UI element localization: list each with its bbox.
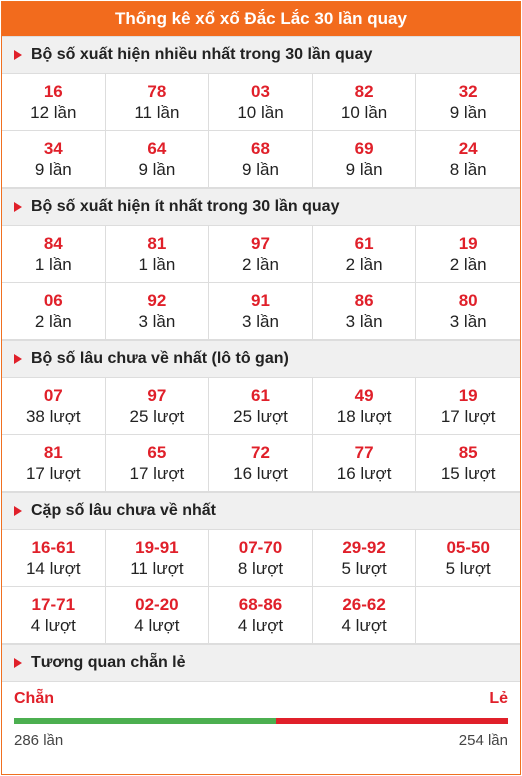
lottery-number: 16-61: [31, 538, 76, 557]
lottery-number: 07-70: [238, 538, 283, 557]
lottery-number: 68: [251, 139, 270, 158]
section-least-title: Bộ số xuất hiện ít nhất trong 30 lần quay: [31, 198, 340, 215]
lottery-number: 82: [354, 82, 374, 101]
gan-cell: [2, 435, 106, 492]
lottery-number: 06: [43, 291, 63, 310]
gan-cell: [313, 435, 417, 492]
occurrence-count: 18 lượt: [336, 407, 392, 426]
lottery-number: 69: [354, 139, 374, 158]
occurrence-count: 11 lượt: [130, 559, 184, 578]
lottery-number: 19: [458, 234, 478, 253]
lottery-number: 07: [43, 386, 63, 405]
lottery-number: 72: [251, 443, 270, 462]
occurrence-count: 2 lần: [242, 255, 279, 274]
occurrence-count: 4 lượt: [237, 616, 284, 635]
pairs-cell: [2, 587, 106, 644]
section-gan-heading: [2, 340, 520, 378]
occurrence-count: 16 lượt: [233, 464, 288, 483]
occurrence-count: 9 lần: [449, 103, 487, 122]
lottery-number: 81: [43, 443, 63, 462]
lottery-number: 64: [147, 139, 167, 158]
pairs-cell: [416, 530, 520, 587]
arrow-right-icon: [14, 50, 22, 60]
occurrence-count: 4 lượt: [341, 616, 387, 635]
most-cell: [416, 131, 520, 188]
occurrence-count: 17 lượt: [129, 464, 185, 483]
most-cell: [209, 74, 313, 131]
gan-cell: [106, 378, 210, 435]
lottery-number: 29-92: [342, 538, 386, 557]
least-cell: [313, 283, 417, 340]
lottery-number: 91: [251, 291, 270, 310]
section-most-title: Bộ số xuất hiện nhiều nhất trong 30 lần quay: [31, 46, 373, 63]
stats-panel: [1, 1, 521, 775]
gan-cell: [416, 435, 520, 492]
arrow-right-icon: [14, 658, 22, 668]
occurrence-count: 10 lần: [340, 103, 388, 122]
lottery-number: 02-20: [135, 595, 179, 614]
lottery-number: 97: [251, 234, 270, 253]
lottery-number: 85: [458, 443, 478, 462]
section-gan-title: Bộ số lâu chưa về nhất (lô tô gan): [31, 350, 289, 367]
occurrence-count: 10 lần: [237, 103, 284, 122]
least-grid: [2, 226, 520, 340]
occurrence-count: 9 lần: [138, 160, 176, 179]
lottery-number: 05-50: [446, 538, 490, 557]
lottery-number: 32: [458, 82, 478, 101]
lottery-number: 61: [251, 386, 270, 405]
most-cell: [313, 131, 417, 188]
occurrence-count: 1 lần: [138, 255, 176, 274]
lottery-number: 61: [354, 234, 374, 253]
parity-panel: [2, 690, 520, 762]
least-cell: [2, 226, 106, 283]
odd-bar-fill: [276, 718, 508, 724]
even-count: 286 lần: [14, 732, 64, 749]
occurrence-count: 25 lượt: [233, 407, 288, 426]
odd-count: 254 lần: [458, 732, 508, 749]
lottery-number: 34: [43, 139, 63, 158]
lottery-number: 97: [147, 386, 167, 405]
arrow-right-icon: [14, 202, 22, 212]
gan-cell: [2, 378, 106, 435]
lottery-number: 77: [354, 443, 374, 462]
occurrence-count: 4 lượt: [134, 616, 180, 635]
occurrence-count: 8 lượt: [237, 559, 284, 578]
pairs-cell: [313, 587, 417, 644]
section-least-heading: [2, 188, 520, 226]
occurrence-count: 16 lượt: [336, 464, 392, 483]
arrow-right-icon: [14, 506, 22, 516]
gan-cell: [313, 378, 417, 435]
pairs-grid: [2, 530, 520, 644]
pairs-cell: [106, 530, 210, 587]
section-parity-title: Tương quan chẵn lẻ: [31, 654, 186, 671]
section-most-heading: [2, 36, 520, 74]
occurrence-count: 3 lần: [138, 312, 176, 331]
arrow-right-icon: [14, 354, 22, 364]
most-cell: [2, 74, 106, 131]
lottery-number: 68-86: [238, 595, 283, 614]
gan-cell: [209, 378, 313, 435]
least-cell: [416, 283, 520, 340]
empty-cell: [416, 587, 520, 644]
lottery-number: 03: [251, 82, 270, 101]
occurrence-count: 38 lượt: [25, 407, 81, 426]
lottery-number: 26-62: [342, 595, 386, 614]
gan-cell: [106, 435, 210, 492]
section-pairs-title: Cặp số lâu chưa về nhất: [31, 502, 216, 519]
least-cell: [209, 283, 313, 340]
lottery-number: 24: [458, 139, 478, 158]
gan-cell: [416, 378, 520, 435]
most-cell: [106, 131, 210, 188]
occurrence-count: 2 lần: [345, 255, 383, 274]
occurrence-count: 3 lần: [242, 312, 279, 331]
parity-bar: [14, 718, 508, 724]
least-cell: [106, 226, 210, 283]
occurrence-count: 25 lượt: [129, 407, 185, 426]
occurrence-count: 12 lần: [30, 103, 77, 122]
most-cell: [416, 74, 520, 131]
occurrence-count: 9 lần: [34, 160, 72, 179]
pairs-cell: [313, 530, 417, 587]
page-title: Thống kê xổ xố Đắc Lắc 30 lần quay: [2, 2, 520, 36]
pairs-cell: [2, 530, 106, 587]
occurrence-count: 5 lượt: [341, 559, 387, 578]
lottery-number: 19: [458, 386, 478, 405]
occurrence-count: 3 lần: [449, 312, 487, 331]
lottery-number: 78: [147, 82, 167, 101]
pairs-cell: [209, 530, 313, 587]
gan-grid: [2, 378, 520, 492]
gan-cell: [209, 435, 313, 492]
occurrence-count: 8 lần: [449, 160, 487, 179]
even-label: Chẵn: [14, 690, 54, 707]
occurrence-count: 11 lần: [134, 103, 180, 122]
least-cell: [209, 226, 313, 283]
most-grid: [2, 74, 520, 188]
lottery-number: 84: [43, 234, 63, 253]
occurrence-count: 1 lần: [34, 255, 72, 274]
most-cell: [313, 74, 417, 131]
least-cell: [106, 283, 210, 340]
occurrence-count: 17 lượt: [25, 464, 81, 483]
lottery-number: 49: [354, 386, 374, 405]
pairs-cell: [209, 587, 313, 644]
occurrence-count: 9 lần: [345, 160, 383, 179]
lottery-number: 92: [147, 291, 167, 310]
occurrence-count: 5 lượt: [445, 559, 491, 578]
lottery-number: 16: [43, 82, 63, 101]
section-pairs-heading: [2, 492, 520, 530]
occurrence-count: 14 lượt: [25, 559, 81, 578]
lottery-number: 17-71: [31, 595, 76, 614]
occurrence-count: 15 lượt: [440, 464, 496, 483]
most-cell: [106, 74, 210, 131]
most-cell: [2, 131, 106, 188]
lottery-number: 81: [147, 234, 167, 253]
occurrence-count: 3 lần: [345, 312, 383, 331]
least-cell: [2, 283, 106, 340]
occurrence-count: 4 lượt: [30, 616, 76, 635]
even-bar-fill: [14, 718, 276, 724]
least-cell: [313, 226, 417, 283]
lottery-number: 65: [147, 443, 167, 462]
occurrence-count: 2 lần: [449, 255, 487, 274]
section-parity-heading: [2, 644, 520, 682]
most-cell: [209, 131, 313, 188]
least-cell: [416, 226, 520, 283]
lottery-number: 86: [354, 291, 374, 310]
pairs-cell: [106, 587, 210, 644]
odd-label: Lẻ: [489, 690, 508, 707]
lottery-number: 80: [458, 291, 478, 310]
occurrence-count: 9 lần: [242, 160, 279, 179]
lottery-number: 19-91: [135, 538, 179, 557]
occurrence-count: 17 lượt: [440, 407, 496, 426]
occurrence-count: 2 lần: [34, 312, 72, 331]
